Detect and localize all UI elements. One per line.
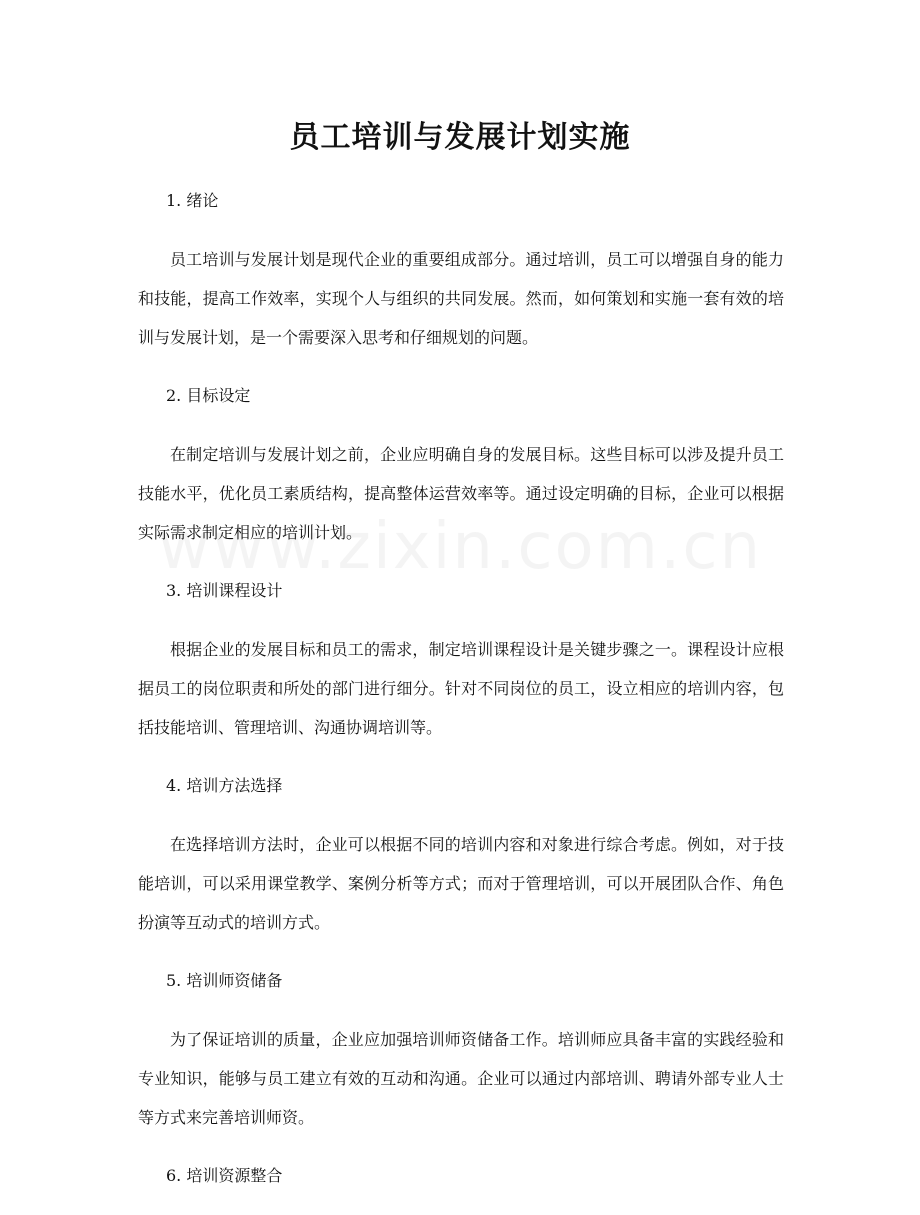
section-heading: 6. 培训资源整合 [166,1166,283,1185]
section-paragraph: 为了保证培训的质量，企业应加强培训师资储备工作。培训师应具备丰富的实践经验和专业知识，能够与员工建立有效的互动和沟通。企业可以通过内部培训、聘请外部专业人士等方式来完善培训师资。 [138,1030,784,1127]
section-4 [138,769,784,942]
section-paragraph: 员工培训与发展计划是现代企业的重要组成部分。通过培训，员工可以增强自身的能力和技能，提高工作效率，实现个人与组织的共同发展。然而，如何策划和实施一套有效的培训与发展计划，是一个需要深入思考和仔细规划的问题。 [138,250,784,347]
section-2 [138,379,784,552]
section-6 [138,1159,784,1193]
section-heading: 5. 培训师资储备 [166,971,283,990]
document-body [138,184,784,1215]
section-5 [138,964,784,1137]
section-heading: 1. 绪论 [166,191,219,210]
document-title: 员工培训与发展计划实施 [289,120,631,155]
section-paragraph: 在选择培训方法时，企业可以根据不同的培训内容和对象进行综合考虑。例如，对于技能培训，可以采用课堂教学、案例分析等方式；而对于管理培训，可以开展团队合作、角色扮演等互动式的培训方式。 [138,835,784,932]
section-heading: 4. 培训方法选择 [166,776,283,795]
section-1 [138,184,784,357]
section-heading: 2. 目标设定 [166,386,251,405]
section-paragraph: 根据企业的发展目标和员工的需求，制定培训课程设计是关键步骤之一。课程设计应根据员工的岗位职责和所处的部门进行细分。针对不同岗位的员工，设立相应的培训内容，包括技能培训、管理培训、沟通协调培训等。 [138,640,784,737]
section-paragraph: 在制定培训与发展计划之前，企业应明确自身的发展目标。这些目标可以涉及提升员工技能水平，优化员工素质结构，提高整体运营效率等。通过设定明确的目标，企业可以根据实际需求制定相应的培训计划。 [138,445,784,542]
section-heading: 3. 培训课程设计 [166,581,283,600]
section-3 [138,574,784,747]
